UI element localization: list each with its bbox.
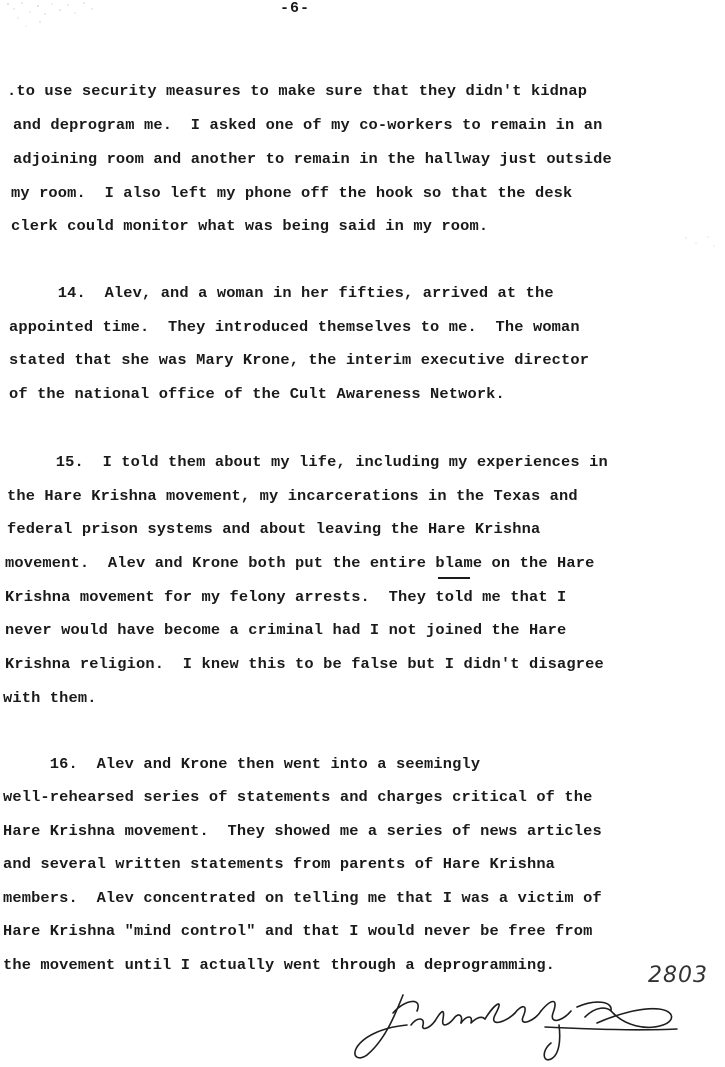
body-line: Krishna religion. I knew this to be false but I didn't disagree bbox=[5, 655, 604, 673]
body-line: movement. Alev and Krone both put the entire blame on the Hare bbox=[5, 554, 595, 572]
body-line: and deprogram me. I asked one of my co-workers to remain in an bbox=[13, 116, 603, 134]
body-line: Krishna movement for my felony arrests. They told me that I bbox=[5, 588, 567, 606]
body-line: clerk could monitor what was being said in my room. bbox=[11, 217, 489, 235]
signature-image bbox=[345, 985, 685, 1067]
body-line: members. Alev concentrated on telling me that I was a victim of bbox=[3, 889, 602, 907]
scan-noise-corner bbox=[0, 0, 100, 30]
scan-noise-right bbox=[680, 232, 720, 252]
body-line: federal prison systems and about leaving the Hare Krishna bbox=[7, 520, 541, 538]
body-line: .to use security measures to make sure that they didn't kidnap bbox=[7, 82, 588, 100]
paragraph-16-line: 16. Alev and Krone then went into a seemingly bbox=[3, 755, 481, 773]
body-line: the Hare Krishna movement, my incarcerations in the Texas and bbox=[7, 487, 578, 505]
body-line: Hare Krishna "mind control" and that I would never be free from bbox=[3, 922, 593, 940]
paragraph-14-line: 14. Alev, and a woman in her fifties, arrived at the bbox=[11, 284, 554, 302]
paragraph-15-line: 15. I told them about my life, including my experiences in bbox=[9, 453, 608, 471]
body-line: and several written statements from parents of Hare Krishna bbox=[3, 855, 556, 873]
body-line: well-rehearsed series of statements and charges critical of the bbox=[3, 788, 593, 806]
body-line: my room. I also left my phone off the hook so that the desk bbox=[11, 184, 573, 202]
body-line: Hare Krishna movement. They showed me a series of news articles bbox=[3, 822, 602, 840]
body-line: adjoining room and another to remain in the hallway just outside bbox=[13, 150, 612, 168]
body-line: appointed time. They introduced themselves to me. The woman bbox=[9, 318, 580, 336]
bates-number: 2803 bbox=[648, 963, 708, 988]
body-line: stated that she was Mary Krone, the interim executive director bbox=[9, 351, 590, 369]
handwritten-underline-mark bbox=[438, 577, 470, 579]
body-line: the movement until I actually went through a deprogramming. bbox=[3, 956, 556, 974]
page-number: -6- bbox=[280, 0, 311, 17]
body-line: with them. bbox=[3, 689, 97, 707]
body-line: never would have become a criminal had I not joined the Hare bbox=[5, 621, 567, 639]
body-line: of the national office of the Cult Awareness Network. bbox=[9, 385, 505, 403]
